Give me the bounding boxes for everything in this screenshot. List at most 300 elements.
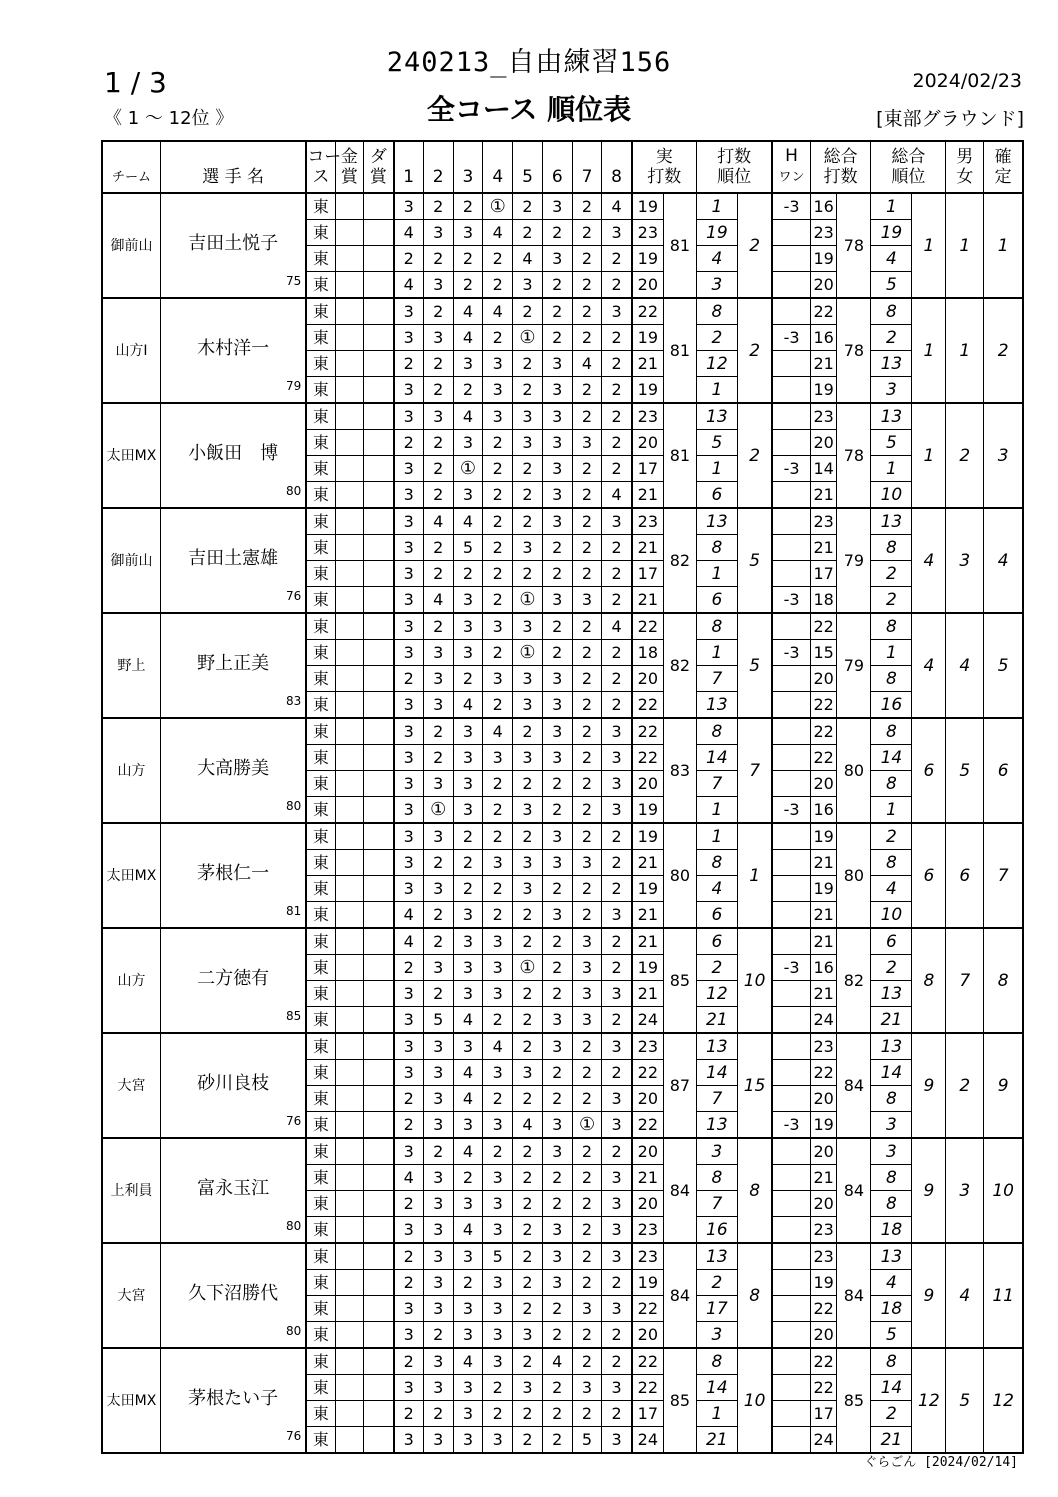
round-rank: 13 <box>696 403 737 430</box>
hole-score <box>602 1401 632 1427</box>
hole-score <box>394 403 424 430</box>
round-sum: 22 <box>632 1348 664 1375</box>
hole-in-one-adj <box>772 928 810 955</box>
player-name: 野上正美 <box>197 652 270 674</box>
hole-score <box>453 928 483 955</box>
hole-in-one-score: ① <box>578 1113 596 1135</box>
round-rank: 12 <box>696 981 737 1007</box>
hole-in-one-adj <box>772 1270 810 1296</box>
hole-score <box>513 1427 543 1454</box>
round-rank: 6 <box>696 587 737 614</box>
da-cell <box>364 272 394 299</box>
hole-score-value: 4 <box>492 222 503 242</box>
hole-score <box>513 1086 543 1112</box>
team-name: 御前山 <box>102 508 161 613</box>
hole-in-one-adj <box>772 482 810 509</box>
round-sum: 19 <box>632 797 664 824</box>
hole-score <box>423 272 453 299</box>
kin-cell <box>335 298 364 325</box>
hole-score-value: 3 <box>433 1167 444 1187</box>
hole-score <box>453 1270 483 1296</box>
hole-score-value: 2 <box>552 983 563 1003</box>
hole-score-value: 2 <box>581 616 593 636</box>
final-rank: 6 <box>984 718 1023 823</box>
hole-score <box>423 482 453 509</box>
hole-score-value: 3 <box>552 904 563 924</box>
col-final: 確 定 <box>984 141 1023 193</box>
final-rank: 7 <box>984 823 1023 928</box>
round-sum: 23 <box>632 220 664 246</box>
round-sum: 23 <box>632 1243 664 1270</box>
hole-score-value: 2 <box>552 1193 563 1213</box>
hole-score-value: 3 <box>462 904 474 924</box>
hole-score <box>453 561 483 587</box>
hole-score-value: 2 <box>611 1403 622 1423</box>
hole-score <box>423 456 453 482</box>
hole-score-value: 2 <box>581 1062 593 1082</box>
kin-cell <box>335 193 364 220</box>
hole-score <box>453 613 483 640</box>
hole-score <box>542 1007 572 1034</box>
hole-score <box>394 1165 424 1191</box>
actual-strokes: 84 <box>664 1243 697 1348</box>
hole-score <box>423 535 453 561</box>
hole-score-value: 2 <box>552 327 563 347</box>
hole-score <box>513 823 543 850</box>
hole-score-value: 2 <box>433 931 444 951</box>
hole-score-value: 2 <box>581 1036 593 1056</box>
hole-score <box>483 823 513 850</box>
hole-score-value: 3 <box>462 799 474 819</box>
round-total-rank: 18 <box>871 1296 912 1322</box>
kin-cell <box>335 1191 364 1217</box>
hole-score-value: 2 <box>403 1088 414 1108</box>
round-rank: 1 <box>696 640 737 666</box>
hole-score-value: 3 <box>581 1298 593 1318</box>
hole-score-value: 3 <box>581 931 593 951</box>
hole-in-one-adj <box>772 1138 810 1165</box>
hole-score <box>602 1191 632 1217</box>
course-cell: 東 <box>306 1007 335 1034</box>
hole-score-value: 2 <box>581 248 593 268</box>
course-cell: 東 <box>306 325 335 351</box>
hole-score-value: 3 <box>611 301 622 321</box>
hole-score-value: 2 <box>522 1429 533 1449</box>
da-cell <box>364 1112 394 1139</box>
round-total: 21 <box>810 1165 837 1191</box>
hole-score <box>394 1270 424 1296</box>
hole-score <box>542 587 572 614</box>
actual-strokes: 82 <box>664 613 697 718</box>
kin-cell <box>335 771 364 797</box>
da-cell <box>364 1427 394 1454</box>
hole-score-value: 2 <box>433 458 444 478</box>
hole-score-value: 3 <box>403 642 414 662</box>
actual-strokes: 85 <box>664 928 697 1033</box>
hole-in-one-adj <box>772 981 810 1007</box>
player-name: 小飯田 博 <box>188 442 279 464</box>
hole-score-value: 2 <box>492 458 503 478</box>
hole-score-value: 3 <box>492 1272 503 1292</box>
hole-score-value: 3 <box>552 458 563 478</box>
player-cell <box>161 928 307 1033</box>
hole-score-value: 2 <box>581 878 593 898</box>
hole-score <box>423 377 453 404</box>
da-cell <box>364 377 394 404</box>
hole-score-value: 3 <box>552 694 563 714</box>
page-number: 1 / 3 <box>104 66 167 99</box>
hole-score <box>394 430 424 456</box>
col-hole-8: 8 <box>602 141 632 193</box>
hole-score-value: 3 <box>522 274 533 294</box>
hole-score-value: 3 <box>462 222 474 242</box>
hole-score <box>453 1007 483 1034</box>
kin-cell <box>335 430 364 456</box>
da-cell <box>364 876 394 902</box>
hole-score-value: 3 <box>403 983 414 1003</box>
hole-score <box>542 430 572 456</box>
hole-score-value: 3 <box>611 1429 622 1449</box>
hole-score-value: 3 <box>433 642 444 662</box>
hole-score-value: 2 <box>552 957 563 977</box>
kin-cell <box>335 850 364 876</box>
hole-score <box>423 797 453 824</box>
round-total-rank: 13 <box>871 403 912 430</box>
kin-cell <box>335 1270 364 1296</box>
hole-score-value: 2 <box>492 511 503 531</box>
round-total: 16 <box>810 797 837 824</box>
hole-in-one-adj: -3 <box>772 325 810 351</box>
hole-score-value: 2 <box>522 1298 533 1318</box>
hole-score-value: 3 <box>433 1298 444 1318</box>
hole-score-value: 3 <box>552 1009 563 1029</box>
hole-score <box>602 718 632 745</box>
hole-score-value: 2 <box>611 1272 622 1292</box>
hole-score <box>513 193 543 220</box>
hole-score-value: 2 <box>611 1009 622 1029</box>
da-cell <box>364 981 394 1007</box>
hole-score-value: 2 <box>522 484 533 504</box>
da-cell <box>364 1033 394 1060</box>
hole-score <box>542 745 572 771</box>
hole-score-value: 3 <box>433 1114 444 1134</box>
hole-score-value: 3 <box>433 274 444 294</box>
hole-score-value: 3 <box>403 878 414 898</box>
total-strokes: 79 <box>837 613 871 718</box>
course-cell: 東 <box>306 456 335 482</box>
hole-score <box>483 193 513 220</box>
kin-cell <box>335 1033 364 1060</box>
kin-cell <box>335 1375 364 1401</box>
hole-score-value: 2 <box>403 353 414 373</box>
hole-score <box>483 403 513 430</box>
round-sum: 23 <box>632 1217 664 1244</box>
round-rank: 7 <box>696 1191 737 1217</box>
hole-score-value: 3 <box>433 957 444 977</box>
hole-score-value: 3 <box>492 1193 503 1213</box>
hole-score <box>453 535 483 561</box>
hole-score-value: 4 <box>403 222 414 242</box>
round-rank: 13 <box>696 692 737 719</box>
hole-score <box>513 640 543 666</box>
hole-score-value: 3 <box>552 1246 563 1266</box>
hole-score <box>423 246 453 272</box>
hole-score-value: 2 <box>403 1272 414 1292</box>
hole-score <box>394 482 424 509</box>
hole-score-value: 3 <box>611 1193 622 1213</box>
hole-score-value: 4 <box>581 353 593 373</box>
player-cell <box>161 1138 307 1243</box>
hole-score-value: 3 <box>462 1193 474 1213</box>
kin-cell <box>335 1007 364 1034</box>
hole-score-value: 3 <box>492 353 503 373</box>
hole-score-value: 2 <box>462 274 474 294</box>
round-rank: 3 <box>696 1138 737 1165</box>
hole-score <box>572 456 602 482</box>
hole-score <box>394 1427 424 1454</box>
hole-score <box>513 1191 543 1217</box>
hole-score <box>394 351 424 377</box>
hole-score-value: 3 <box>462 721 474 741</box>
hole-score <box>483 1112 513 1139</box>
hole-score-value: 4 <box>611 616 622 636</box>
round-sum: 20 <box>632 1191 664 1217</box>
hole-score <box>453 902 483 929</box>
hole-score <box>423 1007 453 1034</box>
hole-score <box>423 1401 453 1427</box>
hole-score <box>572 902 602 929</box>
hole-score-value: 3 <box>581 589 593 609</box>
player-cell <box>161 613 307 718</box>
da-cell <box>364 771 394 797</box>
hole-score-value: 3 <box>403 773 414 793</box>
round-rank: 6 <box>696 482 737 509</box>
hole-score-value: 2 <box>462 1272 474 1292</box>
hole-score <box>453 1217 483 1244</box>
hole-score <box>513 508 543 535</box>
course-cell: 東 <box>306 1270 335 1296</box>
da-cell <box>364 613 394 640</box>
hole-score <box>513 1322 543 1349</box>
hole-score <box>483 718 513 745</box>
hole-in-one-score: ① <box>430 798 447 820</box>
hole-in-one-adj: -3 <box>772 193 810 220</box>
hole-in-one-adj: -3 <box>772 456 810 482</box>
final-rank: 1 <box>984 193 1023 298</box>
actual-strokes: 87 <box>664 1033 697 1138</box>
hole-score <box>572 797 602 824</box>
col-hole-2: 2 <box>423 141 453 193</box>
hole-score-value: 2 <box>403 957 414 977</box>
hole-score <box>453 1165 483 1191</box>
kin-cell <box>335 587 364 614</box>
hole-score-value: 2 <box>522 1351 533 1371</box>
actual-strokes: 81 <box>664 193 697 298</box>
hole-score-value: 2 <box>433 484 444 504</box>
hole-score <box>513 272 543 299</box>
hole-score-value: 2 <box>611 642 622 662</box>
round-total: 20 <box>810 272 837 299</box>
player-cell <box>161 298 307 403</box>
hole-score-value: 3 <box>492 1324 503 1344</box>
hole-score-value: 3 <box>492 931 503 951</box>
round-sum: 19 <box>632 246 664 272</box>
hole-score-value: 2 <box>552 1429 563 1449</box>
hole-score <box>602 823 632 850</box>
hole-score-value: 3 <box>462 432 474 452</box>
round-total-rank: 13 <box>871 508 912 535</box>
round-sum: 17 <box>632 561 664 587</box>
hole-score-value: 4 <box>462 1219 474 1239</box>
round-sum: 24 <box>632 1007 664 1034</box>
hole-score <box>423 193 453 220</box>
hole-score <box>542 508 572 535</box>
hole-score <box>394 587 424 614</box>
hole-score <box>572 482 602 509</box>
hole-in-one-score: ① <box>519 641 536 663</box>
round-rank: 7 <box>696 1086 737 1112</box>
da-cell <box>364 298 394 325</box>
round-total-rank: 2 <box>871 1401 912 1427</box>
course-cell: 東 <box>306 692 335 719</box>
hole-score <box>423 1427 453 1454</box>
round-sum: 20 <box>632 1138 664 1165</box>
da-cell <box>364 1270 394 1296</box>
da-cell <box>364 220 394 246</box>
hole-score-value: 3 <box>433 668 444 688</box>
round-total: 24 <box>810 1007 837 1034</box>
hole-score <box>572 1243 602 1270</box>
hole-score-value: 3 <box>403 1324 414 1344</box>
round-sum: 22 <box>632 1296 664 1322</box>
round-total-rank: 8 <box>871 1086 912 1112</box>
hole-score-value: 2 <box>552 301 563 321</box>
hole-score-value: 3 <box>552 668 563 688</box>
hole-score-value: 2 <box>522 1141 533 1161</box>
hole-score-value: 2 <box>581 379 593 399</box>
hole-score-value: 3 <box>552 852 563 872</box>
hole-score-value: 2 <box>581 1088 593 1108</box>
col-da: ダ 賞 <box>364 141 394 193</box>
course-cell: 東 <box>306 246 335 272</box>
hole-score-value: 2 <box>522 826 533 846</box>
hole-score-value: 2 <box>581 773 593 793</box>
hole-score-value: 3 <box>403 379 414 399</box>
hole-score-value: 2 <box>522 563 533 583</box>
round-total-rank: 10 <box>871 482 912 509</box>
hole-score-value: 3 <box>462 1036 474 1056</box>
hole-score-value: 3 <box>552 1219 563 1239</box>
hole-score-value: 2 <box>581 1219 593 1239</box>
kin-cell <box>335 666 364 692</box>
total-rank: 6 <box>912 718 946 823</box>
round-total: 20 <box>810 1138 837 1165</box>
hole-score <box>483 1348 513 1375</box>
hole-score <box>572 1033 602 1060</box>
kin-cell <box>335 535 364 561</box>
hole-score-value: 3 <box>611 222 622 242</box>
hole-score <box>394 561 424 587</box>
round-rank: 8 <box>696 850 737 876</box>
round-sum: 17 <box>632 456 664 482</box>
course-cell: 東 <box>306 377 335 404</box>
hole-score-value: 3 <box>611 1088 622 1108</box>
round-total: 18 <box>810 587 837 614</box>
hole-score <box>572 745 602 771</box>
hole-score-value: 3 <box>492 852 503 872</box>
hole-score <box>572 1427 602 1454</box>
hole-score <box>394 1401 424 1427</box>
actual-strokes: 84 <box>664 1138 697 1243</box>
hole-score-value: 2 <box>552 773 563 793</box>
hole-score <box>483 613 513 640</box>
round-rank: 13 <box>696 1033 737 1060</box>
round-total-rank: 8 <box>871 535 912 561</box>
gender-rank: 6 <box>946 823 984 928</box>
hole-score <box>423 1217 453 1244</box>
hole-score-value: 2 <box>433 432 444 452</box>
kin-cell <box>335 1086 364 1112</box>
course-cell: 東 <box>306 823 335 850</box>
hole-score-value: 2 <box>522 196 533 216</box>
strokes-rank: 1 <box>737 823 772 928</box>
hole-score-value: 2 <box>611 458 622 478</box>
player-name: 二方徳有 <box>197 967 270 989</box>
round-total: 22 <box>810 1296 837 1322</box>
hole-score <box>453 430 483 456</box>
hole-score <box>542 1191 572 1217</box>
hole-score <box>542 1322 572 1349</box>
hole-score-value: 3 <box>552 747 563 767</box>
hole-score-value: 4 <box>611 484 622 504</box>
hole-score-value: 2 <box>611 826 622 846</box>
strokes-rank: 2 <box>737 298 772 403</box>
hole-score-value: 3 <box>552 353 563 373</box>
hole-score-value: 4 <box>522 248 533 268</box>
hole-score-value: 3 <box>433 1351 444 1371</box>
hole-score <box>513 1348 543 1375</box>
hole-score <box>423 1270 453 1296</box>
hole-score-value: 2 <box>492 537 503 557</box>
hole-score <box>542 692 572 719</box>
round-total-rank: 8 <box>871 298 912 325</box>
course-cell: 東 <box>306 1060 335 1086</box>
hole-in-one-adj <box>772 377 810 404</box>
round-sum: 23 <box>632 1033 664 1060</box>
hole-score-value: 3 <box>433 222 444 242</box>
round-total: 24 <box>810 1427 837 1454</box>
hole-score <box>423 613 453 640</box>
document-title: 240213_自由練習156 <box>386 47 672 78</box>
hole-in-one-adj <box>772 745 810 771</box>
hole-score-value: 3 <box>492 983 503 1003</box>
course-cell: 東 <box>306 1086 335 1112</box>
final-rank: 11 <box>984 1243 1023 1348</box>
hole-score-value: 2 <box>433 353 444 373</box>
hole-score <box>394 272 424 299</box>
kin-cell <box>335 377 364 404</box>
hole-score <box>394 298 424 325</box>
hole-score <box>572 561 602 587</box>
hole-score <box>542 928 572 955</box>
hole-score <box>483 351 513 377</box>
kin-cell <box>335 902 364 929</box>
hole-score <box>572 430 602 456</box>
hole-score-value: 3 <box>403 1298 414 1318</box>
hole-score-value: 2 <box>552 274 563 294</box>
hole-score <box>542 640 572 666</box>
hole-score-value: 2 <box>522 773 533 793</box>
